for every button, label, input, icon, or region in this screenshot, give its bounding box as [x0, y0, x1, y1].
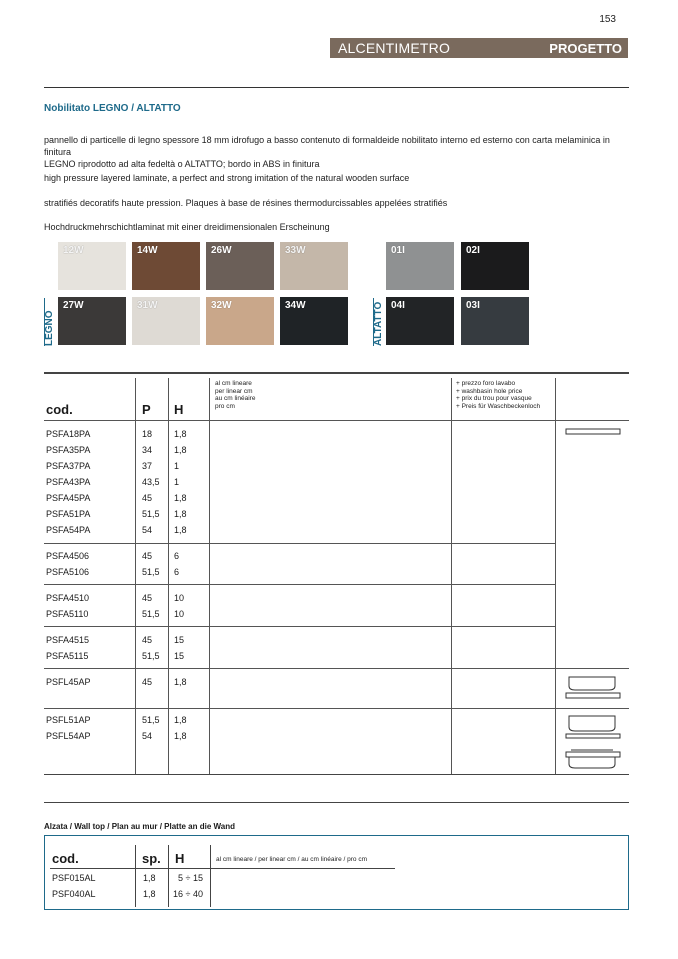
- swatch-34w: [280, 297, 348, 345]
- header-section: PROGETTO: [549, 40, 622, 56]
- column-header-price: [215, 380, 255, 410]
- table-group-rule: [44, 708, 629, 709]
- wall-col-line: [168, 845, 169, 907]
- row-cod: PSFL54AP: [46, 731, 91, 741]
- table-bottom-rule: [44, 774, 629, 775]
- description-it-line2: LEGNO riprodotto ad alta fedeltà o ALTATTO; bordo in ABS in finitura: [44, 159, 320, 169]
- table-col-line: [209, 378, 210, 774]
- table-col-line: [135, 378, 136, 774]
- row-h: 1,8: [174, 525, 187, 535]
- hole-line: + prezzo foro lavabo: [456, 380, 516, 387]
- wall-col-line: [210, 845, 211, 907]
- row-h: 10: [174, 593, 185, 603]
- row-p: 45: [142, 677, 153, 687]
- row-cod: PSFA45PA: [46, 493, 91, 503]
- section-title: Nobilitato LEGNO / ALTATTO: [44, 103, 181, 114]
- row-p: 45: [142, 493, 153, 503]
- hole-line: + prix du trou pour vasque: [456, 395, 532, 403]
- column-header-h: H: [174, 402, 184, 417]
- wall-row-h: 5 ÷ 15: [178, 873, 203, 883]
- row-p: 51,5: [142, 509, 160, 519]
- swatch-code: 34W: [285, 300, 306, 311]
- row-cod: PSFA5110: [46, 609, 89, 619]
- wall-row-sp: 1,8: [143, 889, 156, 899]
- row-h: 1,8: [174, 509, 187, 519]
- swatch-code: 14W: [137, 245, 158, 256]
- row-cod: PSFA4510: [46, 593, 90, 603]
- swatch-02i: [461, 242, 529, 290]
- legno-label: LEGNO: [44, 310, 55, 346]
- row-cod: PSFA4515: [46, 635, 90, 645]
- price-line: au cm linéaire: [215, 395, 256, 403]
- description-en: high pressure layered laminate, a perfect and strong imitation of the natural wooden surface: [44, 173, 410, 183]
- swatch-code: 01I: [391, 245, 405, 256]
- table-group-rule: [44, 626, 555, 627]
- row-cod: PSFL45AP: [46, 677, 91, 687]
- header-title: ALCENTIMETRO: [338, 40, 451, 56]
- middle-divider: [44, 802, 629, 803]
- row-p: 51,5: [142, 567, 160, 577]
- row-cod: PSFA18PA: [46, 429, 91, 439]
- description-de: Hochdruckmehrschichtlaminat mit einer dreidimensionalen Erscheinung: [44, 222, 330, 232]
- row-cod: PSFA43PA: [46, 477, 91, 487]
- swatch-code: 31W: [137, 300, 158, 311]
- row-p: 45: [142, 635, 153, 645]
- swatch-31w: [132, 297, 200, 345]
- top-divider: [44, 87, 629, 88]
- row-h: 1,8: [174, 429, 187, 439]
- wall-row-sp: 1,8: [143, 873, 156, 883]
- swatch-01i: [386, 242, 454, 290]
- flat-top-icon: [565, 427, 623, 437]
- row-h: 1: [174, 461, 180, 471]
- row-p: 51,5: [142, 651, 160, 661]
- row-h: 1: [174, 477, 180, 487]
- description-it-line1: pannello di particelle di legno spessore 18 mm idrofugo a basso contenuto di formaldeide nobilitato interno ed esterno con carta melaminica in finitura: [44, 135, 610, 157]
- row-cod: PSFA4506: [46, 551, 90, 561]
- row-h: 6: [174, 567, 180, 577]
- header-bar: [330, 38, 628, 58]
- wall-col-line: [135, 845, 136, 907]
- swatch-27w: [58, 297, 126, 345]
- row-p: 37: [142, 461, 153, 471]
- table-col-line: [451, 378, 452, 774]
- row-p: 54: [142, 525, 153, 535]
- hole-line: + washbasin hole price: [456, 387, 523, 395]
- row-cod: PSFA5115: [46, 651, 89, 661]
- row-cod: PSFA54PA: [46, 525, 91, 535]
- altatto-label: ALTATTO: [373, 301, 384, 346]
- row-h: 6: [174, 551, 180, 561]
- wall-header-h: H: [175, 851, 185, 866]
- row-h: 1,8: [174, 493, 187, 503]
- row-h: 10: [174, 609, 185, 619]
- swatch-code: 03I: [466, 300, 480, 311]
- wall-header-price: al cm lineare / per linear cm / au cm linéaire / pro cm: [216, 856, 367, 863]
- swatch-14w: [132, 242, 200, 290]
- swatch-code: 12W: [63, 245, 84, 256]
- wall-row-cod: PSF015AL: [52, 873, 96, 883]
- row-h: 1,8: [174, 731, 187, 741]
- description-fr: stratifiés decoratifs haute pression. Plaques à base de résines thermodurcissables appelées stratifiés: [44, 198, 448, 208]
- table-header-rule: [44, 420, 629, 421]
- table-group-rule: [44, 668, 629, 669]
- table-group-rule: [44, 543, 555, 544]
- price-line: pro cm: [215, 402, 235, 410]
- row-cod: PSFA37PA: [46, 461, 91, 471]
- wall-header-sp: sp.: [142, 851, 161, 866]
- row-cod: PSFA35PA: [46, 445, 91, 455]
- wall-row-h: 16 ÷ 40: [173, 889, 203, 899]
- price-line: al cm lineare: [215, 380, 252, 387]
- wall-row-cod: PSF040AL: [52, 889, 96, 899]
- row-p: 34: [142, 445, 153, 455]
- row-p: 43,5: [142, 477, 160, 487]
- swatch-03i: [461, 297, 529, 345]
- table-col-line: [168, 378, 169, 774]
- swatch-26w: [206, 242, 274, 290]
- row-cod: PSFA5106: [46, 567, 90, 577]
- washbasin-pair-icon: [563, 714, 623, 772]
- wall-table-box: [44, 835, 629, 910]
- row-p: 51,5: [142, 715, 160, 725]
- wall-header-rule: [50, 868, 395, 869]
- row-p: 18: [142, 429, 153, 439]
- swatch-code: 26W: [211, 245, 232, 256]
- price-line: per linear cm: [215, 387, 253, 395]
- table-group-rule: [44, 584, 555, 585]
- swatch-code: 02I: [466, 245, 480, 256]
- row-p: 54: [142, 731, 153, 741]
- table-col-line: [555, 378, 556, 774]
- column-header-cod: cod.: [46, 402, 73, 417]
- hole-line: + Preis für Waschbeckenloch: [456, 402, 541, 410]
- column-header-p: P: [142, 402, 151, 417]
- description-it: [44, 134, 634, 170]
- column-header-hole-price: [456, 380, 540, 410]
- swatch-12w: [58, 242, 126, 290]
- row-cod: PSFL51AP: [46, 715, 91, 725]
- row-h: 1,8: [174, 445, 187, 455]
- row-p: 51,5: [142, 609, 160, 619]
- row-p: 45: [142, 593, 153, 603]
- washbasin-top-icon: [563, 674, 623, 702]
- row-p: 45: [142, 551, 153, 561]
- row-h: 1,8: [174, 677, 187, 687]
- table-top-rule: [44, 372, 629, 374]
- swatch-32w: [206, 297, 274, 345]
- page-number: 153: [599, 14, 616, 25]
- swatch-04i: [386, 297, 454, 345]
- swatch-code: 32W: [211, 300, 232, 311]
- swatch-code: 33W: [285, 245, 306, 256]
- swatch-33w: [280, 242, 348, 290]
- wall-header-cod: cod.: [52, 851, 79, 866]
- swatch-code: 04I: [391, 300, 405, 311]
- swatch-code: 27W: [63, 300, 84, 311]
- row-cod: PSFA51PA: [46, 509, 91, 519]
- row-h: 15: [174, 651, 185, 661]
- row-h: 15: [174, 635, 185, 645]
- row-h: 1,8: [174, 715, 187, 725]
- wall-section-title: Alzata / Wall top / Plan au mur / Platte an die Wand: [44, 822, 235, 831]
